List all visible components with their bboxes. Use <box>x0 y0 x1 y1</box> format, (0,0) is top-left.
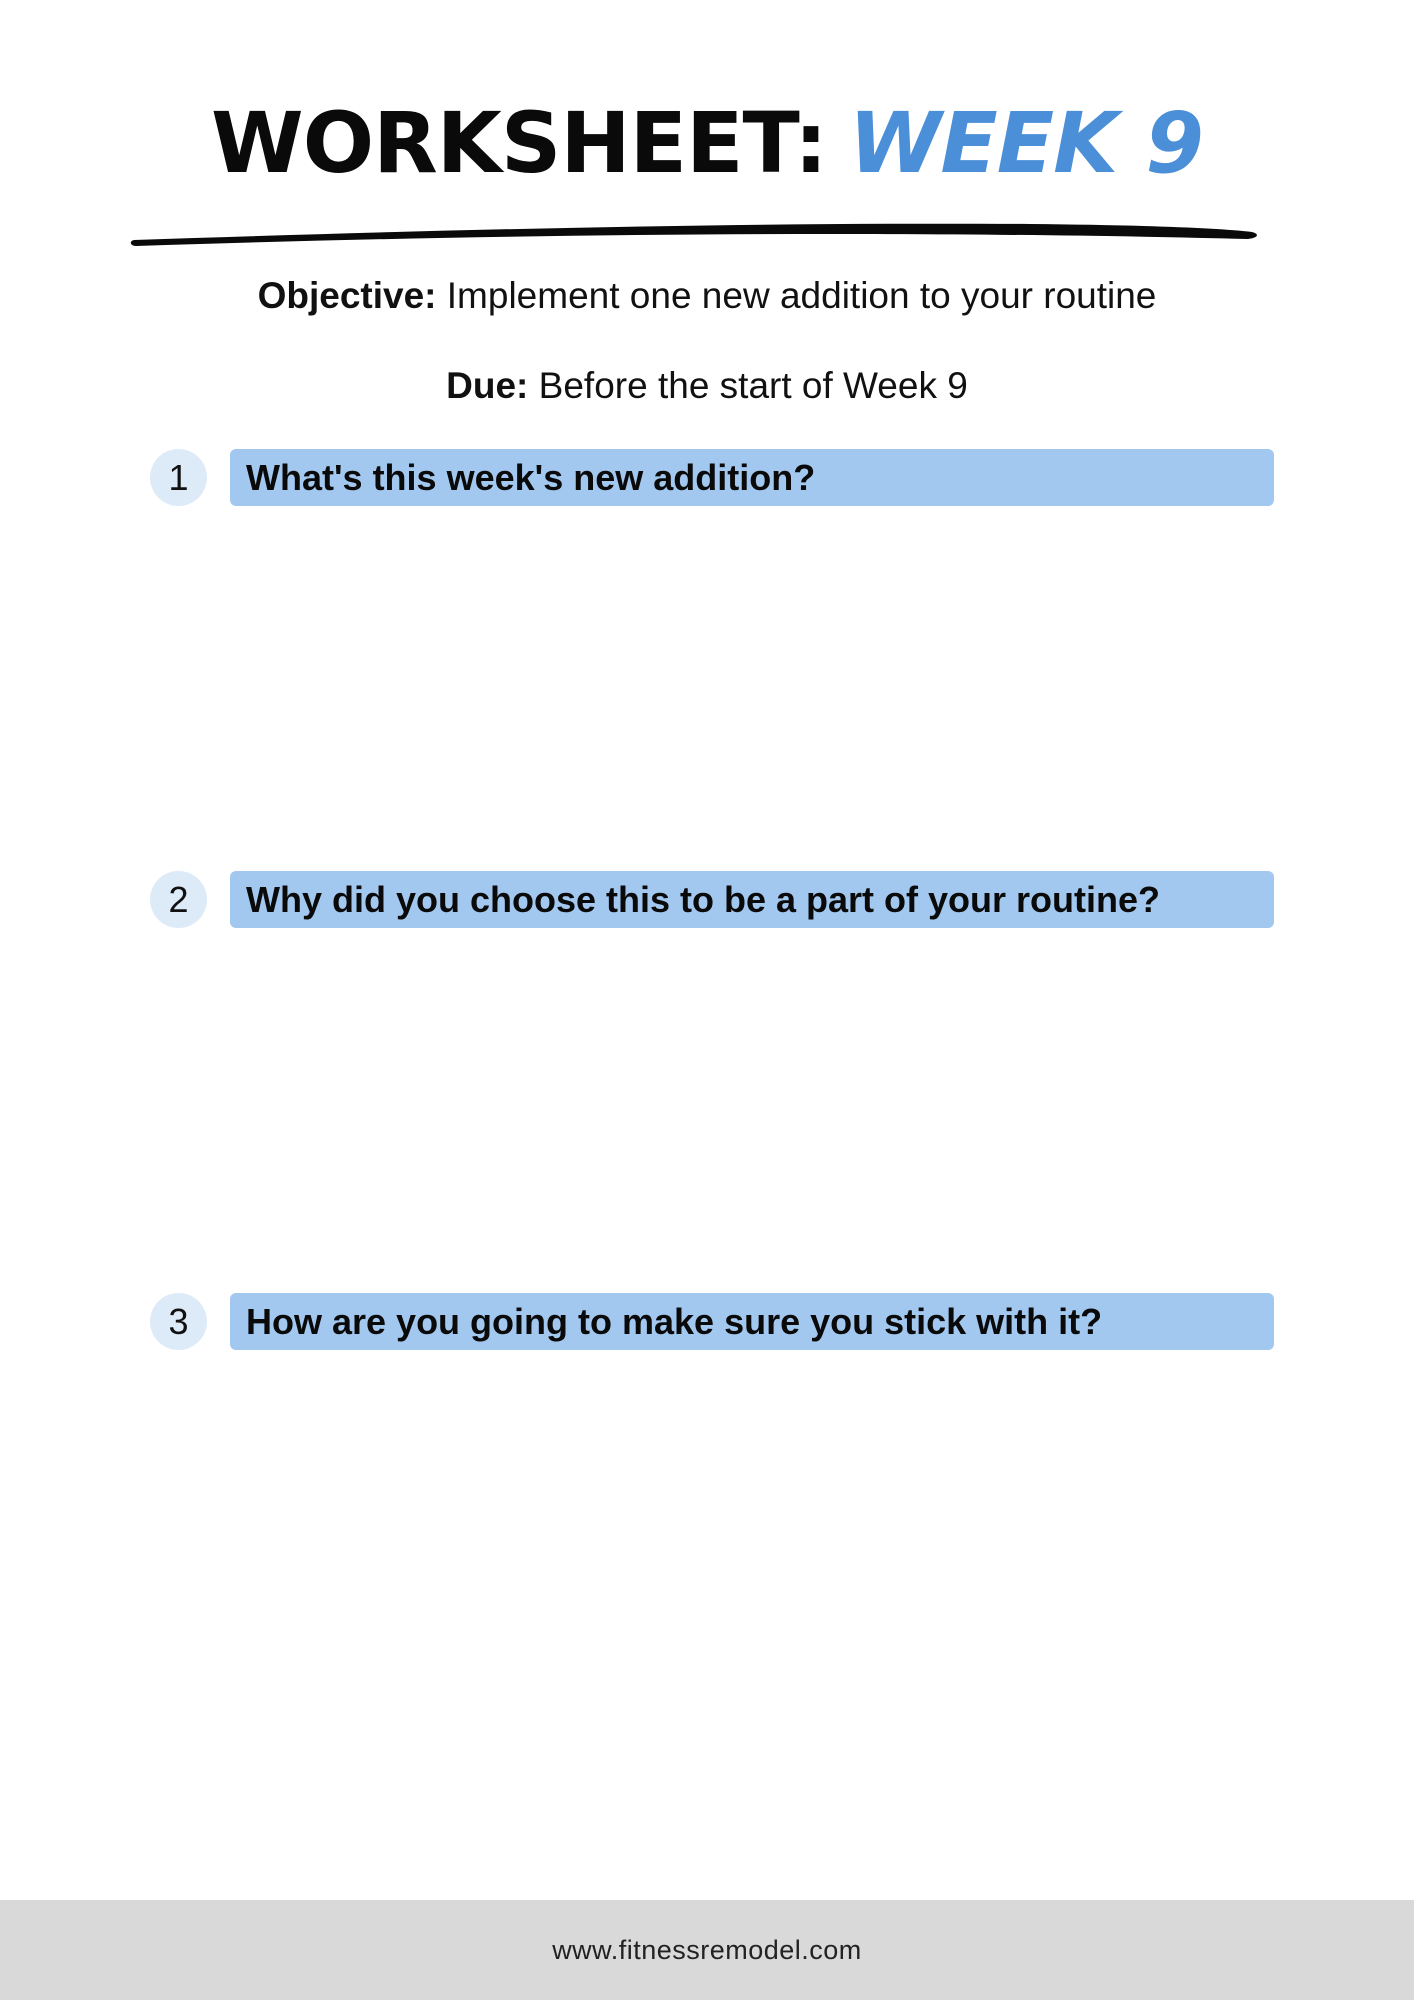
question-1 <box>150 449 1274 507</box>
question-number-badge: 3 <box>150 1293 207 1350</box>
objective-text: Implement one new addition to your routine <box>446 275 1157 316</box>
objective-line <box>0 272 1414 320</box>
question-number-badge: 2 <box>150 871 207 928</box>
due-line <box>0 362 1414 410</box>
page-title <box>0 88 1414 198</box>
question-3 <box>150 1293 1274 1351</box>
due-text: Before the start of Week 9 <box>538 365 968 406</box>
title-main: WORKSHEET: <box>211 94 827 192</box>
footer-website: www.fitnessremodel.com <box>552 1935 862 1965</box>
title-accent: WEEK 9 <box>848 94 1203 192</box>
question-prompt: How are you going to make sure you stick with it? <box>230 1293 1274 1350</box>
question-number-badge: 1 <box>150 449 207 506</box>
question-prompt: Why did you choose this to be a part of your routine? <box>230 871 1274 928</box>
brush-stroke-divider <box>130 212 1260 252</box>
objective-label: Objective: <box>257 275 437 316</box>
footer <box>0 1900 1414 2000</box>
due-label: Due: <box>446 365 529 406</box>
question-prompt: What's this week's new addition? <box>230 449 1274 506</box>
question-2 <box>150 871 1274 929</box>
